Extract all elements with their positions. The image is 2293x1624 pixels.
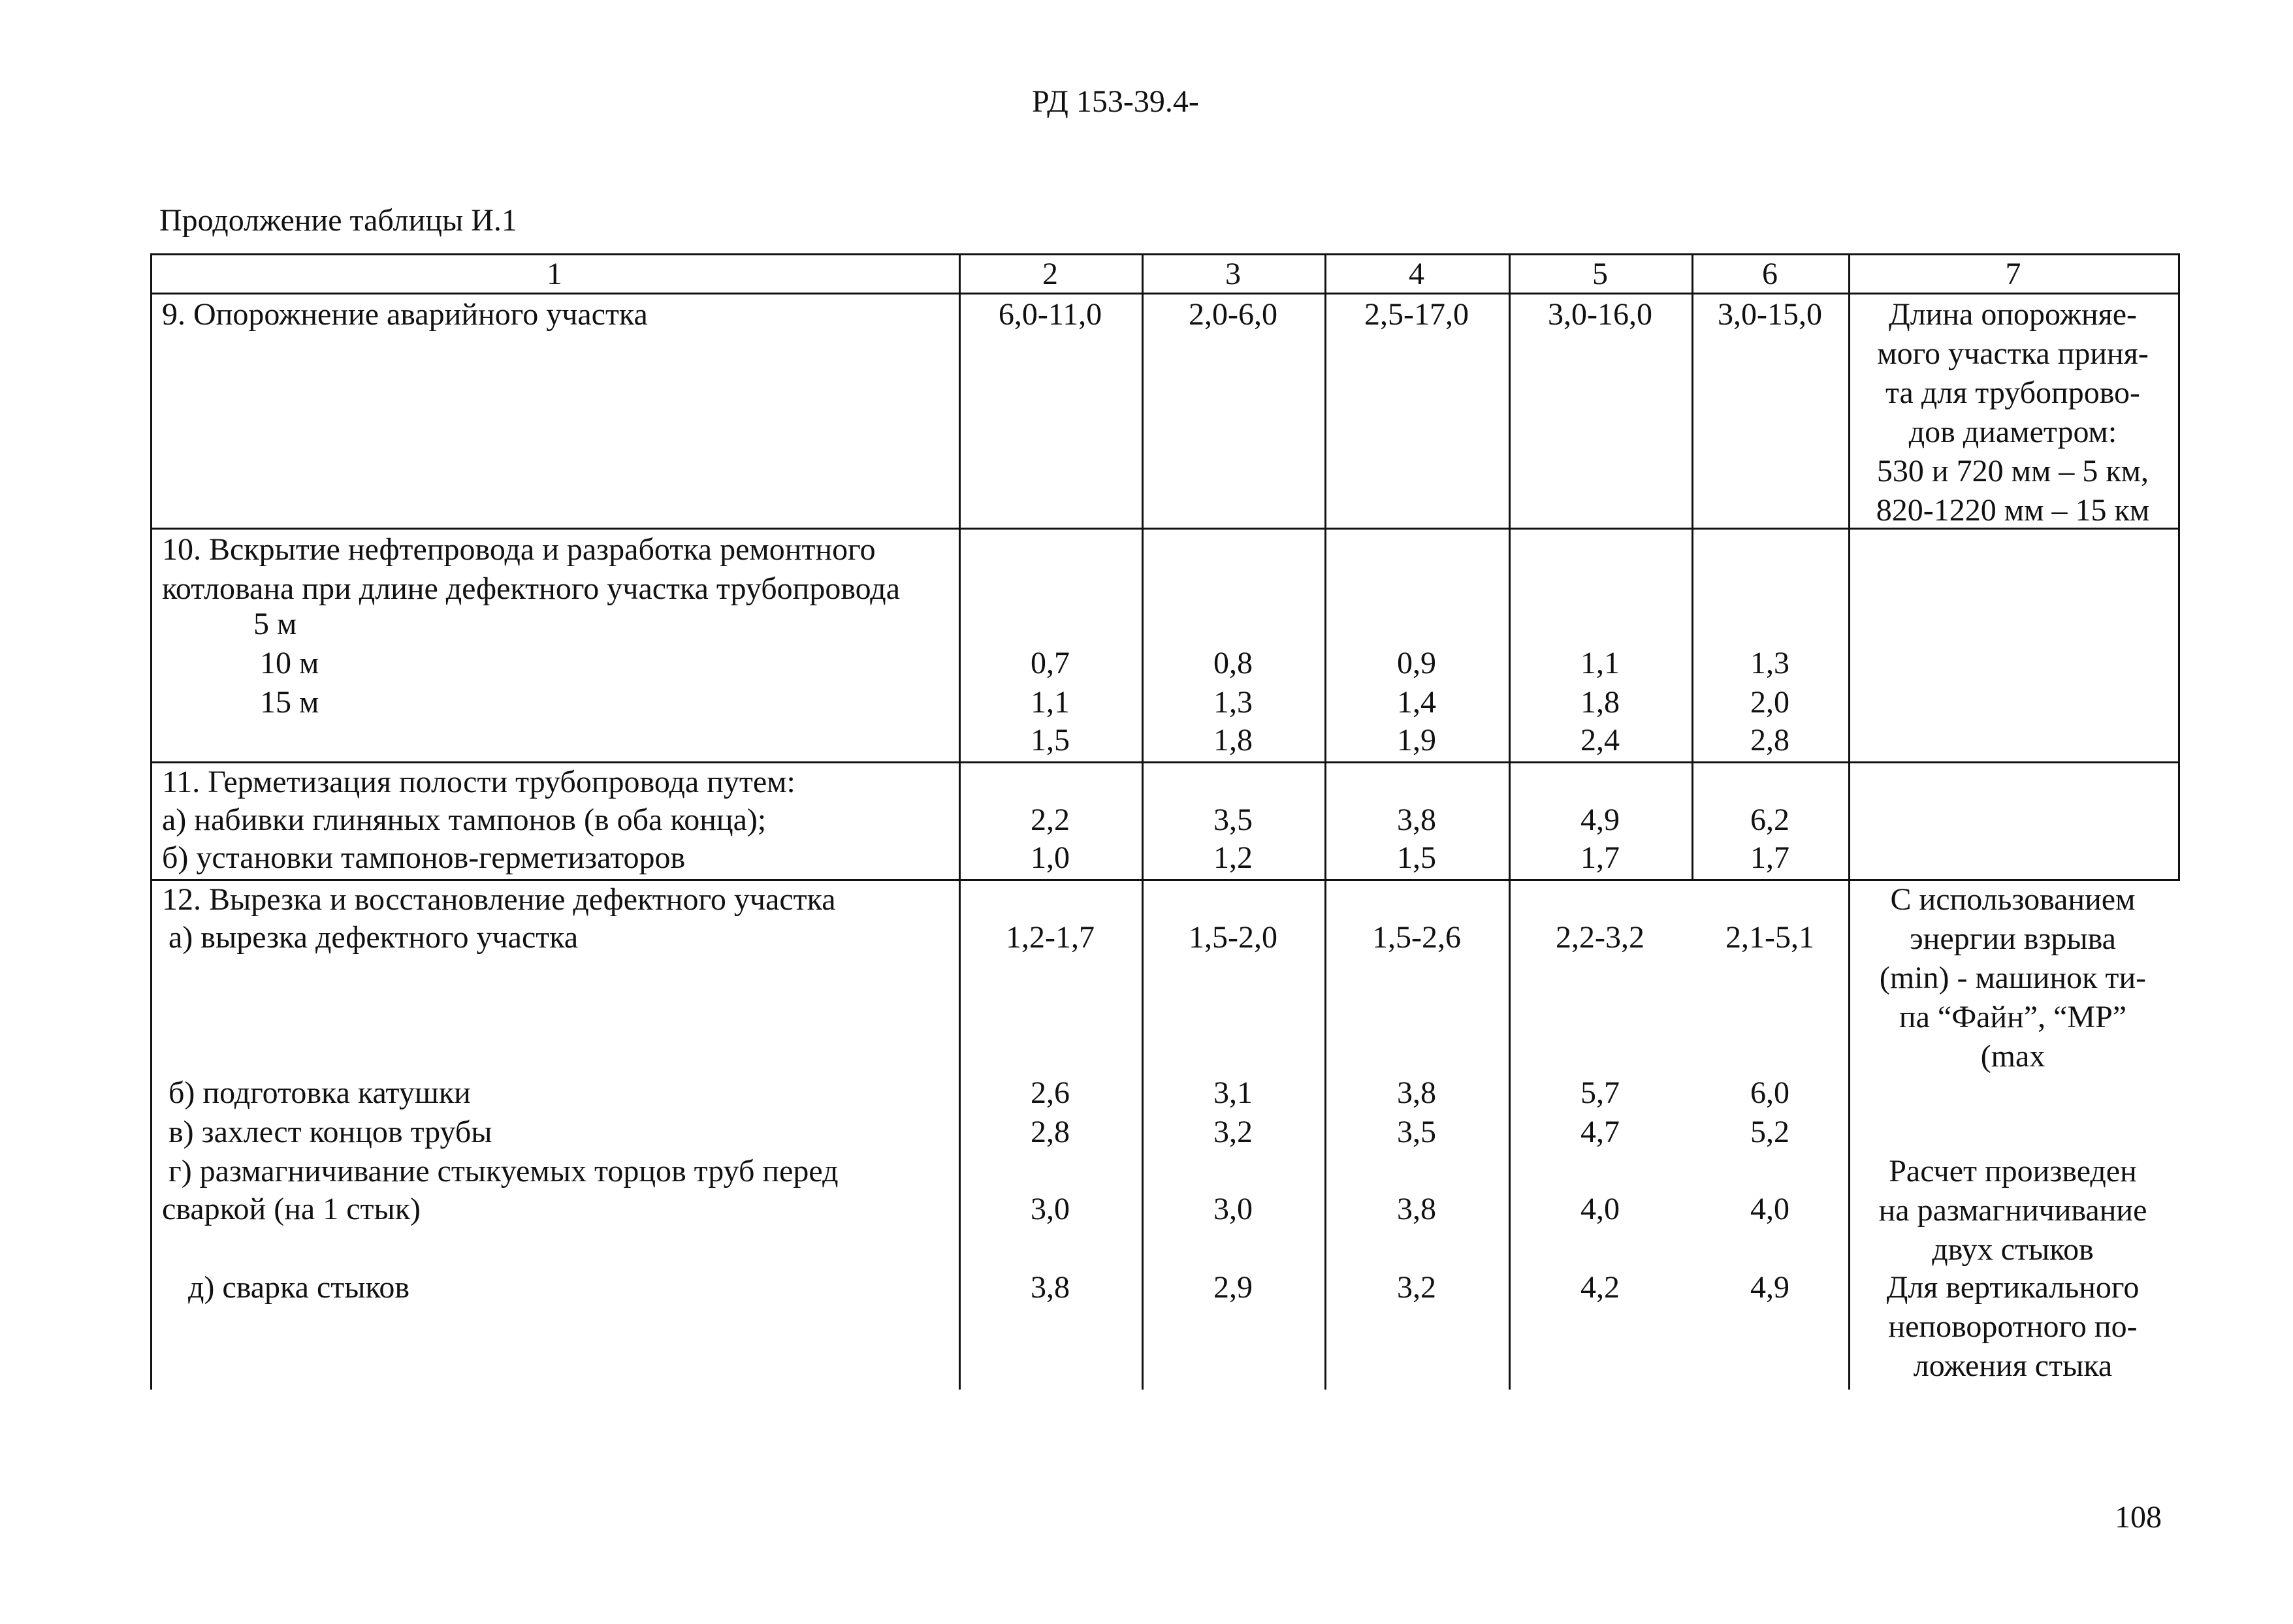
table-cell: 2,1-5,1	[1725, 920, 1814, 955]
column-header: 6	[1762, 257, 1778, 291]
table-cell: 4,2	[1580, 1270, 1620, 1305]
data-table	[150, 253, 2180, 1390]
table-cell: 1,5	[1031, 723, 1070, 757]
row-12d-label: г) размагничивание стыкуемых торцов труб перед	[168, 1154, 839, 1188]
table-cell: 1,3	[1750, 646, 1789, 680]
row-11-label: 11. Герметизация полости трубопровода путем:	[162, 765, 795, 799]
table-cell: 1,8	[1213, 723, 1253, 757]
column-header: 1	[547, 257, 562, 291]
table-cell: 1,7	[1750, 840, 1789, 875]
table-cell: 1,7	[1580, 840, 1620, 875]
table-cell: 3,2	[1397, 1270, 1436, 1305]
table-cell: 1,0	[1031, 840, 1070, 875]
table-border-right	[2178, 253, 2180, 880]
table-cell: 1,2-1,7	[1006, 920, 1095, 955]
table-cell: 0,9	[1397, 646, 1436, 680]
table-cell: 4,0	[1750, 1192, 1789, 1226]
table-cell: 2,0	[1750, 685, 1789, 720]
col-divider	[1848, 253, 1850, 1390]
row-12e-note: Для вертикального неповоротного по- ложения стыка	[1886, 1270, 2140, 1383]
table-cell: 2,8	[1031, 1115, 1070, 1149]
table-cell: 3,2	[1213, 1115, 1253, 1149]
row-12b-label: б) подготовка катушки	[168, 1075, 471, 1110]
table-cell: 6,2	[1750, 803, 1789, 837]
document-code: РД 153-39.4-	[1032, 84, 1199, 119]
row-9-label: 9. Опорожнение аварийного участка	[162, 297, 648, 332]
table-cell: 3,0-16,0	[1548, 297, 1652, 332]
table-cell: 1,1	[1031, 685, 1070, 720]
table-cell: 4,9	[1750, 1270, 1789, 1305]
table-cell: 1,5	[1397, 840, 1436, 875]
table-cell: 2,5-17,0	[1364, 297, 1469, 332]
row-12a-note: С использованием энергии взрыва (min) - машинок ти- па “Файн”, “МР” (max	[1879, 882, 2147, 1074]
table-cell: 2,2-3,2	[1556, 920, 1644, 955]
table-cell: 3,1	[1213, 1075, 1253, 1110]
row-12-title: 12. Вырезка и восстановление дефектного участка	[162, 882, 836, 917]
column-header: 4	[1409, 257, 1424, 291]
column-header: 7	[2005, 257, 2021, 291]
table-cell: 6,0	[1750, 1075, 1789, 1110]
table-cell: 2,4	[1580, 723, 1620, 757]
table-cell: 4,7	[1580, 1115, 1620, 1149]
table-cell: 5,7	[1580, 1075, 1620, 1110]
table-cell: 2,2	[1031, 803, 1070, 837]
table-cell: 3,8	[1397, 1192, 1436, 1226]
row-10-sublabel: 15 м	[260, 685, 319, 720]
table-cell: 0,7	[1031, 646, 1070, 680]
row-12d-note: Расчет произведен на размагничивание двух стыков	[1878, 1154, 2147, 1267]
table-cell: 3,5	[1213, 803, 1253, 837]
col-divider	[1692, 253, 1693, 880]
table-cell: 2,9	[1213, 1270, 1253, 1305]
row-12a-label: а) вырезка дефектного участка	[168, 920, 579, 955]
row-12d-label: сваркой (на 1 стык)	[162, 1192, 421, 1226]
table-cell: 3,0	[1031, 1192, 1070, 1226]
table-cell: 3,8	[1031, 1270, 1070, 1305]
table-cell: 4,0	[1580, 1192, 1620, 1226]
table-cell: 3,5	[1397, 1115, 1436, 1149]
table-cell: 3,8	[1397, 803, 1436, 837]
column-header: 2	[1042, 257, 1058, 291]
table-cell: 1,2	[1213, 840, 1253, 875]
table-cell: 1,9	[1397, 723, 1436, 757]
row-9-note: Длина опорожняе- мого участка приня- та для трубопрово- дов диаметром: 530 и 720 мм – 5 км, 820-1220 мм – 15 км	[1876, 297, 2150, 528]
page-number: 108	[2115, 1500, 2162, 1535]
row-10-label: 10. Вскрытие нефтепровода и разработка ремонтного	[162, 532, 876, 567]
row-10-sublabel: 5 м	[253, 607, 297, 641]
table-cell: 3,0-15,0	[1718, 297, 1822, 332]
row-12e-label: д) сварка стыков	[188, 1270, 410, 1305]
table-cell: 1,4	[1397, 685, 1436, 720]
table-cell: 6,0-11,0	[998, 297, 1102, 332]
table-cell: 2,6	[1031, 1075, 1070, 1110]
row-11-label: б) установки тампонов-герметизаторов	[162, 840, 686, 875]
table-caption: Продолжение таблицы И.1	[159, 203, 517, 238]
table-cell: 1,1	[1580, 646, 1620, 680]
table-cell: 1,8	[1580, 685, 1620, 720]
table-cell: 2,0-6,0	[1189, 297, 1277, 332]
table-cell: 3,8	[1397, 1075, 1436, 1110]
table-cell: 1,5-2,6	[1372, 920, 1461, 955]
table-cell: 1,5-2,0	[1189, 920, 1277, 955]
row-11-label: а) набивки глиняных тампонов (в оба конца);	[162, 803, 767, 837]
column-header: 5	[1592, 257, 1608, 291]
table-cell: 3,0	[1213, 1192, 1253, 1226]
row-12c-label: в) захлест концов трубы	[168, 1115, 492, 1149]
table-cell: 2,8	[1750, 723, 1789, 757]
table-cell: 1,3	[1213, 685, 1253, 720]
row-10-sublabel: 10 м	[260, 646, 319, 680]
table-cell: 0,8	[1213, 646, 1253, 680]
row-10-label: котлована при длине дефектного участка трубопровода	[162, 571, 901, 606]
table-cell: 4,9	[1580, 803, 1620, 837]
table-border-left	[150, 253, 152, 1390]
table-cell: 5,2	[1750, 1115, 1789, 1149]
column-header: 3	[1225, 257, 1241, 291]
